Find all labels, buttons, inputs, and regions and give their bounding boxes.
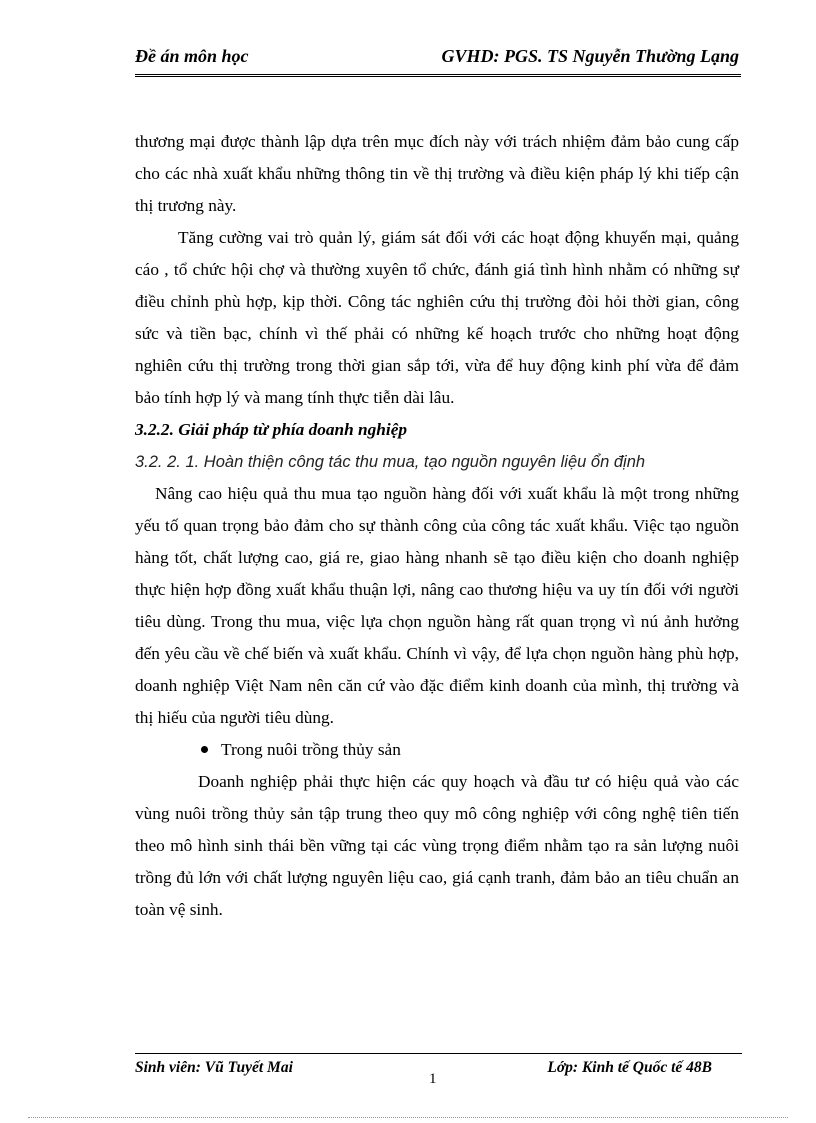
footer-divider: [135, 1053, 742, 1054]
section-heading: 3.2.2. Giải pháp từ phía doanh nghiệp: [135, 420, 408, 439]
footer-class: Lớp: Kinh tế Quốc tế 48B: [547, 1059, 712, 1076]
paragraph-4: Doanh nghiệp phải thực hiện các quy hoạch và đầu tư có hiệu quả vào các vùng nuôi trồng thủy sản tập trung theo quy mô công nghiệp với công nghệ tiên tiến theo mô hình sinh thái bền vững tại các vùng trọng điểm nhằm tạo ra sản lượng nuôi trồng đủ lớn với chất lượng nguyên liệu cao, giá cạnh tranh, đảm bảo an tiêu chuẩn an toàn vệ sinh.: [135, 772, 739, 919]
header-course-title: Đề án môn học: [135, 46, 249, 66]
header-supervisor: GVHD: PGS. TS Nguyễn Thường Lạng: [441, 46, 739, 66]
document-body: [135, 126, 739, 926]
bullet-text: Trong nuôi trồng thủy sản: [221, 740, 401, 759]
paragraph-2: Tăng cường vai trò quản lý, giám sát đối với các hoạt động khuyến mại, quảng cáo , tổ chức hội chợ và thường xuyên tổ chức, đánh giá tình hình nhằm có những sự điều chỉnh phù hợp, kịp thời. Công tác nghiên cứu thị trường đòi hỏi thời gian, công sức và tiền bạc, chính vì thế phải có những kế hoạch trước cho những hoạt động nghiên cứu thị trường trong thời gian sắp tới, vừa để huy động kinh phí vừa để đảm bảo tính hợp lý và mang tính thực tiễn dài lâu.: [135, 228, 739, 407]
page-footer: [135, 1059, 742, 1087]
paragraph-1: thương mại được thành lập dựa trên mục đích này với trách nhiệm đảm bảo cung cấp cho các nhà xuất khẩu những thông tin về thị trường và điều kiện pháp lý khi tiếp cận thị trương này.: [135, 132, 739, 215]
page-header: [135, 44, 741, 77]
subsection-heading: 3.2. 2. 1. Hoàn thiện công tác thu mua, tạo nguồn nguyên liệu ổn định: [135, 453, 646, 471]
page-number: 1: [429, 1071, 437, 1087]
page-edge-divider: [28, 1117, 788, 1118]
bullet-icon: [201, 746, 208, 753]
footer-student: Sinh viên: Vũ Tuyết Mai: [135, 1059, 293, 1076]
paragraph-3: Nâng cao hiệu quả thu mua tạo nguồn hàng đối với xuất khẩu là một trong những yếu tố quan trọng bảo đảm cho sự thành công của công tác xuất khẩu. Việc tạo nguồn hàng tốt, chất lượng cao, giá re, giao hàng nhanh sẽ tạo điều kiện cho doanh nghiệp thực hiện hợp đồng xuất khẩu thuận lợi, nâng cao thương hiệu va uy tín đối với người tiêu dùng. Trong thu mua, việc lựa chọn nguồn hàng rất quan trọng vì nú ảnh hưởng đến yêu cầu về chế biến và xuất khẩu. Chính vì vậy, để lựa chọn nguồn hàng phù hợp, doanh nghiệp Việt Nam nên căn cứ vào đặc điểm kinh doanh của mình, thị trường và thị hiếu của người tiêu dùng.: [135, 484, 739, 727]
bullet-item: [135, 734, 739, 766]
